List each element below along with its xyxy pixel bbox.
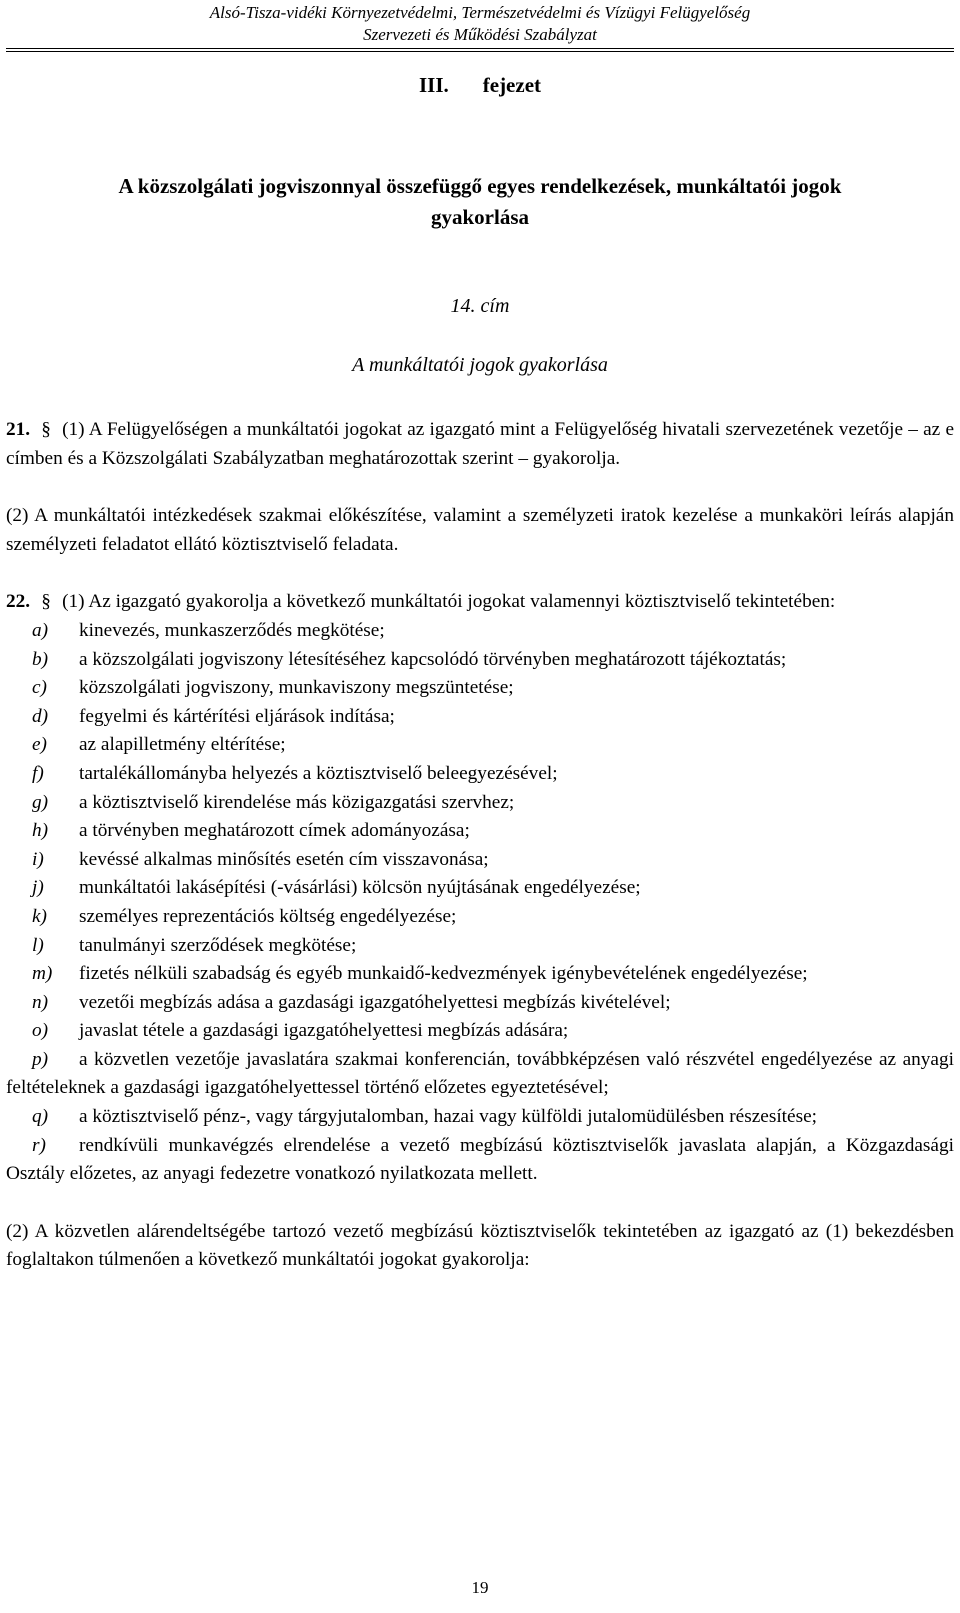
list-item-label: a) (32, 619, 49, 641)
section-21-paragraph-1 (6, 416, 954, 473)
list-item (6, 903, 954, 932)
list-item-text: az alapilletmény eltérítése; (79, 734, 286, 756)
section-22-paragraph-1 (6, 588, 954, 617)
list-item (6, 932, 954, 961)
chapter-title (0, 171, 960, 233)
list-item-label: m) (32, 963, 53, 985)
list-item-text: a köztisztviselő pénz-, vagy tárgyjutalomban, hazai vagy külföldi jutalomüdülésben részesítése; (79, 1106, 818, 1128)
section-21-text-1: (1) A Felügyelőségen a munkáltatói jogokat az igazgató mint a Felügyelőség hivatali szervezetének vezetője – az e címben és a Közszolgálati Szabályzatban meghatározottak szerint – gyakorolja. (6, 419, 954, 469)
section-22-text-1: (1) Az igazgató gyakorolja a következő munkáltatói jogokat valamennyi köztisztviselő tekintetében: (62, 591, 836, 613)
chapter-heading (0, 70, 960, 100)
list-item-label: n) (32, 991, 49, 1013)
header-document-title: Szervezeti és Működési Szabályzat (363, 25, 597, 44)
list-item-text: tanulmányi szerződések megkötése; (79, 934, 357, 956)
list-item-text: kevéssé alkalmas minősítés esetén cím visszavonása; (79, 848, 489, 870)
list-item-label: r) (32, 1134, 46, 1156)
chapter-title-line2: gyakorlása (430, 205, 529, 229)
list-item-text: fizetés nélküli szabadság és egyéb munkaidő-kedvezmények igénybevételének engedélyezése; (79, 963, 808, 985)
section-21-paragraph-2: (2) A munkáltatói intézkedések szakmai előkészítése, valamint a személyzeti iratok kezelése a munkaköri leírás alapján személyzeti feladatot ellátó köztisztviselő feladata. (6, 505, 954, 555)
list-item-label: j) (32, 877, 44, 899)
chapter-label: fejezet (482, 73, 542, 97)
list-item-label: c) (32, 677, 47, 699)
list-item (6, 760, 954, 789)
section-22-paragraph-2: (2) A közvetlen alárendeltségébe tartozó vezető megbízású köztisztviselők tekintetében az igazgató az (1) bekezdésben foglaltakon túlmenően a következő munkáltatói jogokat gyakorolja: (6, 1220, 954, 1271)
section-sign-21: § (41, 419, 51, 440)
list-item (6, 731, 954, 760)
rights-list (6, 617, 954, 1189)
list-item-label: h) (32, 820, 49, 842)
list-item-text: javaslat tétele a gazdasági igazgatóhelyettesi megbízás adására; (79, 1020, 569, 1042)
page-header (0, 0, 960, 48)
list-item-label: e) (32, 734, 47, 756)
section-22-number: 22. (6, 591, 31, 613)
list-item-text: közszolgálati jogviszony, munkaviszony megszüntetése; (79, 677, 514, 699)
list-item-text: vezetői megbízás adása a gazdasági igazgatóhelyettesi megbízás kivételével; (79, 991, 671, 1013)
list-item-label: d) (32, 705, 49, 727)
section-21-number: 21. (6, 419, 31, 440)
list-item (6, 617, 954, 646)
list-item (6, 703, 954, 732)
list-item-label: l) (32, 934, 44, 956)
list-item (6, 1103, 954, 1132)
list-item-label: k) (32, 905, 47, 927)
subtitle-number: 14. cím (450, 295, 510, 317)
chapter-title-line1: A közszolgálati jogviszonnyal összefüggő egyes rendelkezések, munkáltatói jogok (118, 174, 842, 198)
list-item (6, 960, 954, 989)
subtitle-title: A munkáltatói jogok gyakorlása (352, 354, 608, 376)
header-organization: Alsó-Tisza-vidéki Környezetvédelmi, Természetvédelmi és Vízügyi Felügyelőség (209, 3, 751, 22)
list-item-label: i) (32, 848, 44, 870)
header-rule-top (6, 48, 954, 49)
list-item-label: b) (32, 648, 49, 670)
list-item-text: a törvényben meghatározott címek adományozása; (79, 820, 470, 842)
document-body (6, 416, 954, 1275)
list-item (6, 1046, 954, 1103)
list-item-text: munkáltatói lakásépítési (-vásárlási) kölcsön nyújtásának engedélyezése; (79, 877, 641, 899)
list-item-label: f) (32, 762, 44, 784)
list-item (6, 874, 954, 903)
list-item (6, 1017, 954, 1046)
list-item-label: g) (32, 791, 49, 813)
list-item-text: rendkívüli munkavégzés elrendelése a vezető megbízású köztisztviselők javaslata alapján, a Közgazdasági Osztály előzetes, az anyagi fedezetre vonatkozó nyilatkozata mellett. (6, 1134, 954, 1185)
list-item (6, 846, 954, 875)
list-item-label: o) (32, 1020, 49, 1042)
list-item-text: személyes reprezentációs költség engedélyezése; (79, 905, 457, 927)
list-item-text: a köztisztviselő kirendelése más közigazgatási szervhez; (79, 791, 515, 813)
section-sign-22: § (41, 591, 51, 613)
list-item (6, 989, 954, 1018)
list-item (6, 789, 954, 818)
list-item-text: kinevezés, munkaszerződés megkötése; (79, 619, 385, 641)
list-item (6, 817, 954, 846)
list-item (6, 674, 954, 703)
header-rule-bottom (6, 51, 954, 52)
list-item-label: q) (32, 1106, 49, 1128)
list-item-label: p) (32, 1048, 49, 1070)
list-item-text: tartalékállományba helyezés a köztisztviselő beleegyezésével; (79, 762, 558, 784)
list-item (6, 1132, 954, 1189)
list-item-text: a közszolgálati jogviszony létesítéséhez kapcsolódó törvényben meghatározott tájékoztatás; (79, 648, 787, 670)
list-item-text: a közvetlen vezetője javaslatára szakmai konferencián, továbbképzésen való részvétel engedélyezése az anyagi feltételeknek a gazdasági igazgatóhelyettessel történő előzetes egyeztetésével; (6, 1048, 954, 1099)
list-item (6, 646, 954, 675)
page-number: 19 (471, 1578, 489, 1597)
chapter-number: III. (418, 73, 449, 97)
list-item-text: fegyelmi és kártérítési eljárások indítása; (79, 705, 395, 727)
